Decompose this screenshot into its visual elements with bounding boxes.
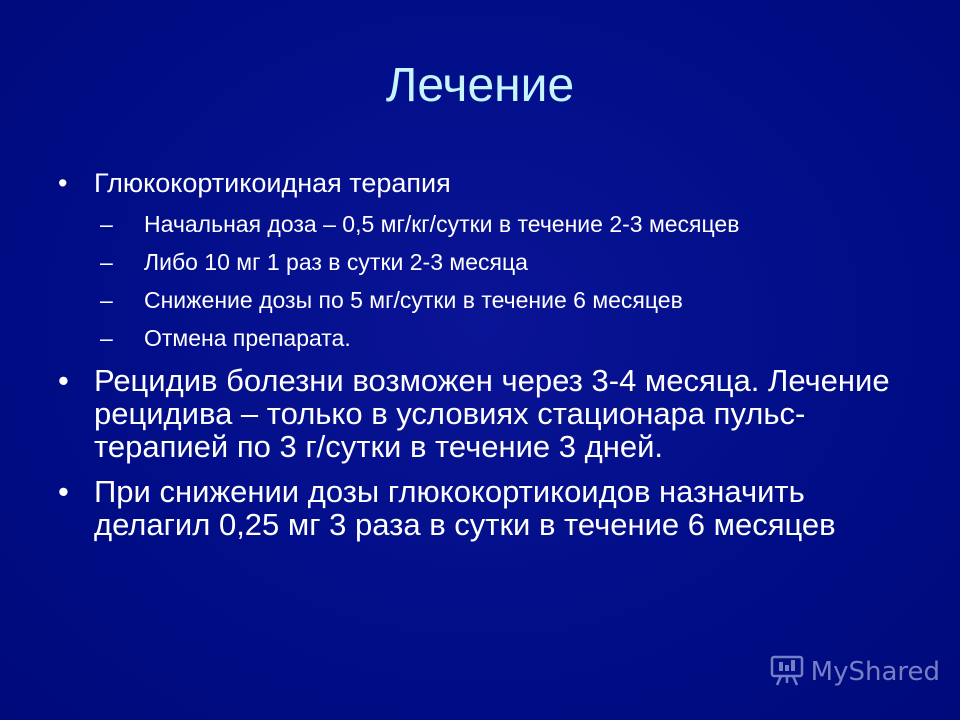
sub-bullet-item [100, 212, 864, 237]
bullet-item [58, 168, 918, 351]
bullet-list [58, 168, 918, 553]
sub-bullet-text: Снижение дозы по 5 мг/сутки в течение 6 месяцев [144, 287, 683, 313]
dash-glyph: – [100, 287, 113, 313]
bullet-item [58, 475, 918, 541]
bullet-text: При снижении дозы глюкокортикоидов назначить делагил 0,25 мг 3 раза в сутки в течение 6 месяцев [94, 474, 836, 542]
slide-title: Лечение [385, 59, 575, 112]
watermark [769, 654, 940, 690]
sub-bullet-text: Отмена препарата. [144, 325, 351, 351]
bullet-glyph: • [58, 168, 68, 198]
presentation-board-icon [769, 652, 805, 693]
sub-bullet-item [100, 326, 864, 351]
sub-bullet-item [100, 288, 864, 313]
sub-bullet-text: Начальная доза – 0,5 мг/кг/сутки в течение 2-3 месяцев [144, 211, 740, 237]
bullet-item [58, 364, 918, 463]
watermark-text: MyShared [810, 657, 940, 687]
sub-bullet-list [94, 212, 918, 351]
dash-glyph: – [100, 325, 113, 351]
dash-glyph: – [100, 211, 113, 237]
bullet-glyph: • [58, 474, 69, 509]
bullet-text: Глюкокортикоидная терапия [94, 168, 451, 198]
dash-glyph: – [100, 249, 113, 275]
bullet-glyph: • [58, 363, 69, 398]
sub-bullet-text: Либо 10 мг 1 раз в сутки 2-3 месяца [144, 249, 528, 275]
bullet-text: Рецидив болезни возможен через 3-4 месяца. Лечение рецидива – только в условиях стационара пульс-терапией по 3 г/сутки в течение 3 дней. [94, 363, 890, 464]
sub-bullet-item [100, 250, 864, 275]
